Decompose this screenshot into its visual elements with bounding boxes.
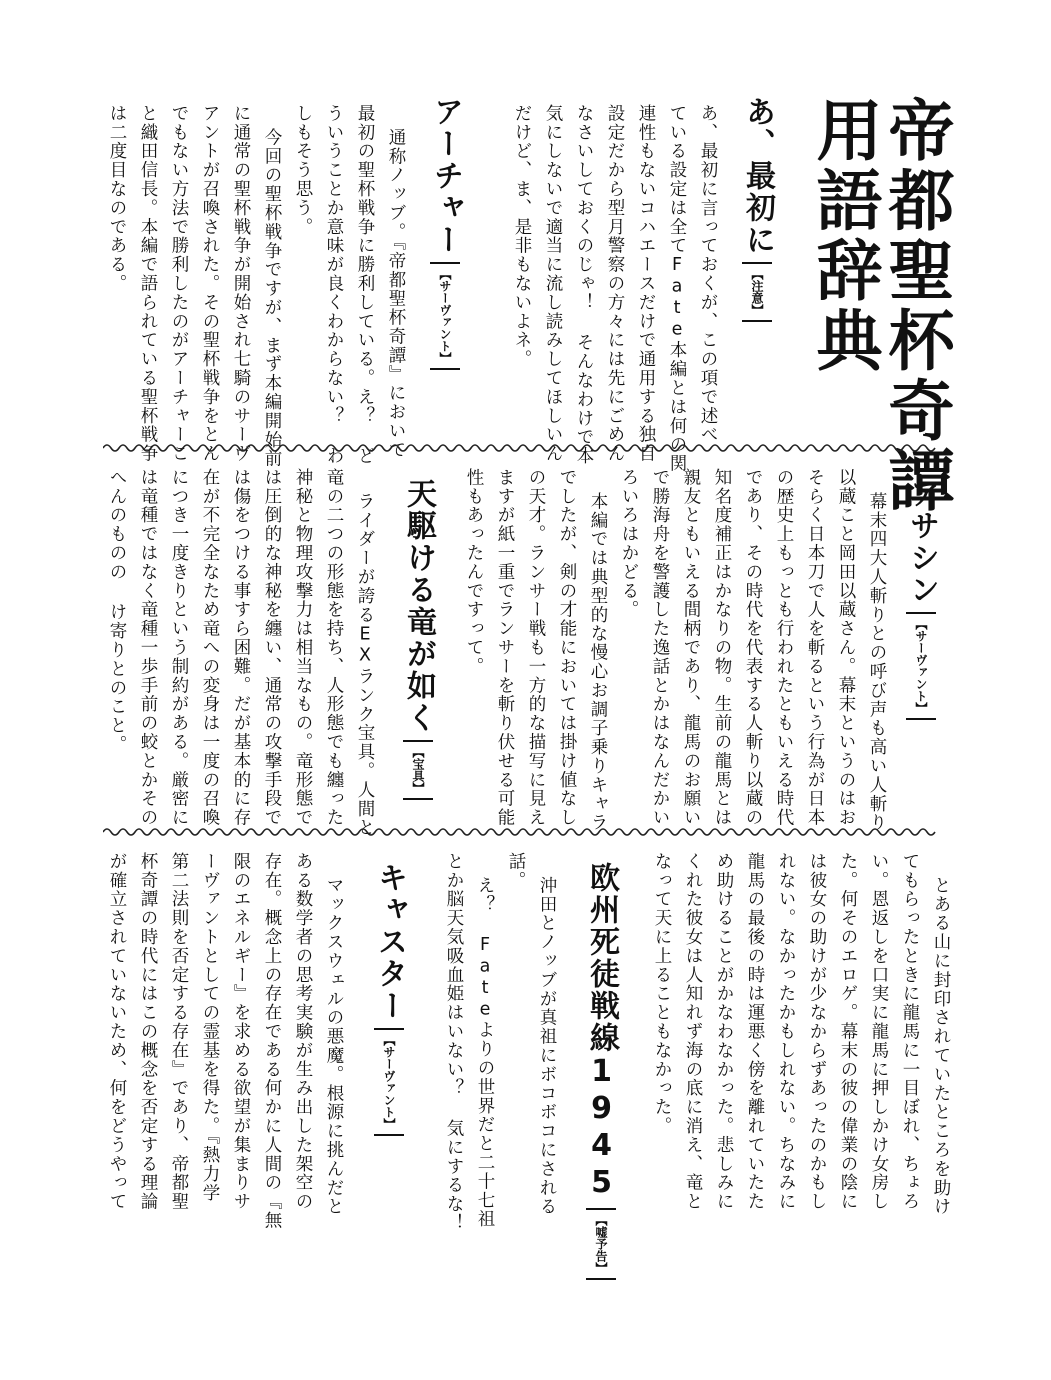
- intro-line: なさいしておくのじゃ！ そんなわけで本: [574, 104, 594, 466]
- caster-line: 存在。概念上の存在である何かに人間の『無: [262, 852, 282, 1230]
- oshu-line: とか脳天気吸血姫はいない？ 気にするな！: [444, 852, 464, 1233]
- continuation-line: め助けることがかなわなかった。悲しみに: [714, 852, 734, 1212]
- oshu-line: 沖田とノッブが真祖にボコボコにされる: [537, 876, 557, 1217]
- caster-line: ある数学者の思考実験が生み出した架空の: [293, 852, 313, 1212]
- wavy-divider: [103, 826, 938, 838]
- page-subtitle: 用語辞典: [805, 96, 882, 376]
- archer-line: アントが召喚された。その聖杯戦争をとん: [200, 104, 220, 464]
- archer-line: 通称ノッブ。『帝都聖杯奇譚』において: [386, 128, 406, 460]
- caster-line: 限のエネルギー』を求める欲望が集まりサ: [231, 852, 251, 1212]
- wavy-divider: [103, 442, 938, 454]
- archer-line: と織田信長。本編で語られている聖杯戦争: [138, 104, 158, 464]
- intro-heading-text: あ、最初に: [740, 96, 775, 256]
- caster-heading-text: キャスター: [372, 862, 407, 1022]
- assassin-line: 幕末四大人斬りとの呼び声も高い人斬り: [867, 492, 887, 833]
- assassin-heading: [904, 478, 939, 720]
- archer-line: でもない方法で勝利したのがアーチャーこ: [169, 104, 189, 464]
- intro-line: あ、最初に言っておくが、この項で述べ: [698, 104, 718, 445]
- rider-tag: 【宝具】: [403, 740, 433, 800]
- continuation-line: は彼女の助けが少なからずあったのかもし: [807, 852, 827, 1212]
- archer-tag: 【サーヴァント】: [430, 262, 460, 370]
- intro-line: 設定だから型月警察の方々には先にごめん: [605, 104, 625, 464]
- oshu-heading-text: 欧州死徒戦線1945: [584, 862, 619, 1202]
- page-title: 帝都聖杯奇譚: [877, 96, 954, 516]
- assassin-line: 親友ともいえる間柄であり、龍馬のお願い: [681, 468, 701, 828]
- assassin-line: 性もあったんですって。: [464, 468, 484, 676]
- assassin-line: ろいろはかどる。: [619, 468, 639, 620]
- continuation-line: 龍馬の最後の時は運悪く傍を離れていたた: [745, 852, 765, 1212]
- assassin-line: でしたが、剣の才能においては掛け値なし: [557, 468, 577, 828]
- rider-line: ライダーが誇るEXランク宝具。人間と: [355, 492, 375, 838]
- continuation-line: てもらったときに龍馬に一目ぼれ、ちょろ: [900, 852, 920, 1212]
- archer-line: 最初の聖杯戦争に勝利している。え？ ど: [355, 104, 375, 466]
- oshu-line: 話。: [506, 852, 526, 890]
- archer-heading-text: アーチャー: [428, 96, 463, 256]
- rider-line: は傷をつける事すら困難。だが基本的に存: [231, 468, 251, 828]
- archer-line: ういうことか意味が良くわからない？ わ: [324, 104, 344, 466]
- assassin-heading-text: アサシン: [904, 478, 939, 606]
- assassin-line: で勝海舟を警護した逸話とかはなんだかい: [650, 468, 670, 828]
- caster-tag: 【サーヴァント】: [374, 1028, 404, 1136]
- rider-heading-text: 天駆ける竜が如く: [401, 478, 436, 734]
- continuation-line: なって天に上ることもなかった。: [652, 852, 672, 1136]
- assassin-line: の天才。ランサー戦も一方的な描写に見え: [526, 468, 546, 828]
- continuation-line: い。恩返しを口実に龍馬に押しかけ女房し: [869, 852, 889, 1212]
- assassin-line: 本編では典型的な慢心お調子乗りキャラ: [588, 492, 608, 833]
- archer-line: に通常の聖杯戦争が開始され七騎のサーヴ: [231, 104, 251, 464]
- rider-line: は竜種ではなく竜種一歩手前の蛟とかその: [138, 468, 158, 828]
- intro-line: ている設定は全てFate本編とは何の関: [667, 104, 687, 474]
- rider-line: は圧倒的な神秘を纏い、通常の攻撃手段で: [262, 468, 282, 828]
- rider-line: 神秘と物理攻撃力は相当なもの。竜形態で: [293, 468, 313, 828]
- caster-line: 第二法則を否定する存在』であり、帝都聖: [169, 852, 189, 1212]
- continuation-line: た。何そのエロゲ。幕末の彼の偉業の陰に: [838, 852, 858, 1212]
- assassin-line: そらく日本刀で人を斬るという行為が日本: [805, 468, 825, 828]
- oshu-heading: [584, 862, 619, 1280]
- assassin-line: 以蔵こと岡田以蔵さん。幕末というのはお: [836, 468, 856, 828]
- caster-line: が確立されていないため、何をどうやって: [107, 852, 127, 1212]
- assassin-tag: 【サーヴァント】: [906, 612, 936, 720]
- intro-line: 気にしないで適当に流し読みしてほしいん: [543, 104, 563, 464]
- archer-line: しもそう思う。: [293, 104, 313, 237]
- archer-line: 今回の聖杯戦争ですが、まず本編開始前: [262, 128, 282, 469]
- rider-line: 在が不完全なため竜への変身は一度の召喚: [200, 468, 220, 828]
- continuation-line: れない。なかったかもしれない。ちなみに: [776, 852, 796, 1212]
- intro-line: 連性もないコハエースだけで通用する独自: [636, 104, 656, 464]
- continuation-line: とある山に封印されていたところを助け: [931, 876, 951, 1217]
- caster-heading: [372, 862, 407, 1136]
- intro-line: だけど、ま、是非もないよネ。: [512, 104, 532, 369]
- continuation-line: くれた彼女は人知れず海の底に消え、竜と: [683, 852, 703, 1212]
- archer-heading: [428, 96, 463, 370]
- assassin-line: 知名度補正はかなりの物。生前の龍馬とは: [712, 468, 732, 828]
- assassin-line: ますが紙一重でランサーを斬り伏せる可能: [495, 468, 515, 828]
- rider-line: へんのものの け寄りとのこと。: [107, 468, 127, 754]
- oshu-line: え？ Fateよりの世界だと二十七祖: [475, 876, 495, 1229]
- caster-line: マックスウェルの悪魔。根源に挑んだと: [324, 876, 344, 1217]
- assassin-line: の歴史上もっとも行われたともいえる時代: [774, 468, 794, 828]
- rider-line: 竜の二つの形態を持ち、人形態でも纏った: [324, 468, 344, 828]
- intro-tag: 【注意】: [742, 262, 772, 322]
- assassin-line: であり、その時代を代表する人斬り以蔵の: [743, 468, 763, 828]
- rider-line: につき一度きりという制約がある。厳密に: [169, 468, 189, 828]
- intro-heading: [740, 96, 775, 322]
- rider-heading: [401, 478, 436, 800]
- caster-line: ーヴァントとしての霊基を得た。『熱力学: [200, 852, 220, 1203]
- archer-line: は二度目なのである。: [107, 104, 127, 293]
- caster-line: 杯奇譚の時代にはこの概念を否定する理論: [138, 852, 158, 1212]
- oshu-tag: 【嘘予告】: [586, 1208, 616, 1280]
